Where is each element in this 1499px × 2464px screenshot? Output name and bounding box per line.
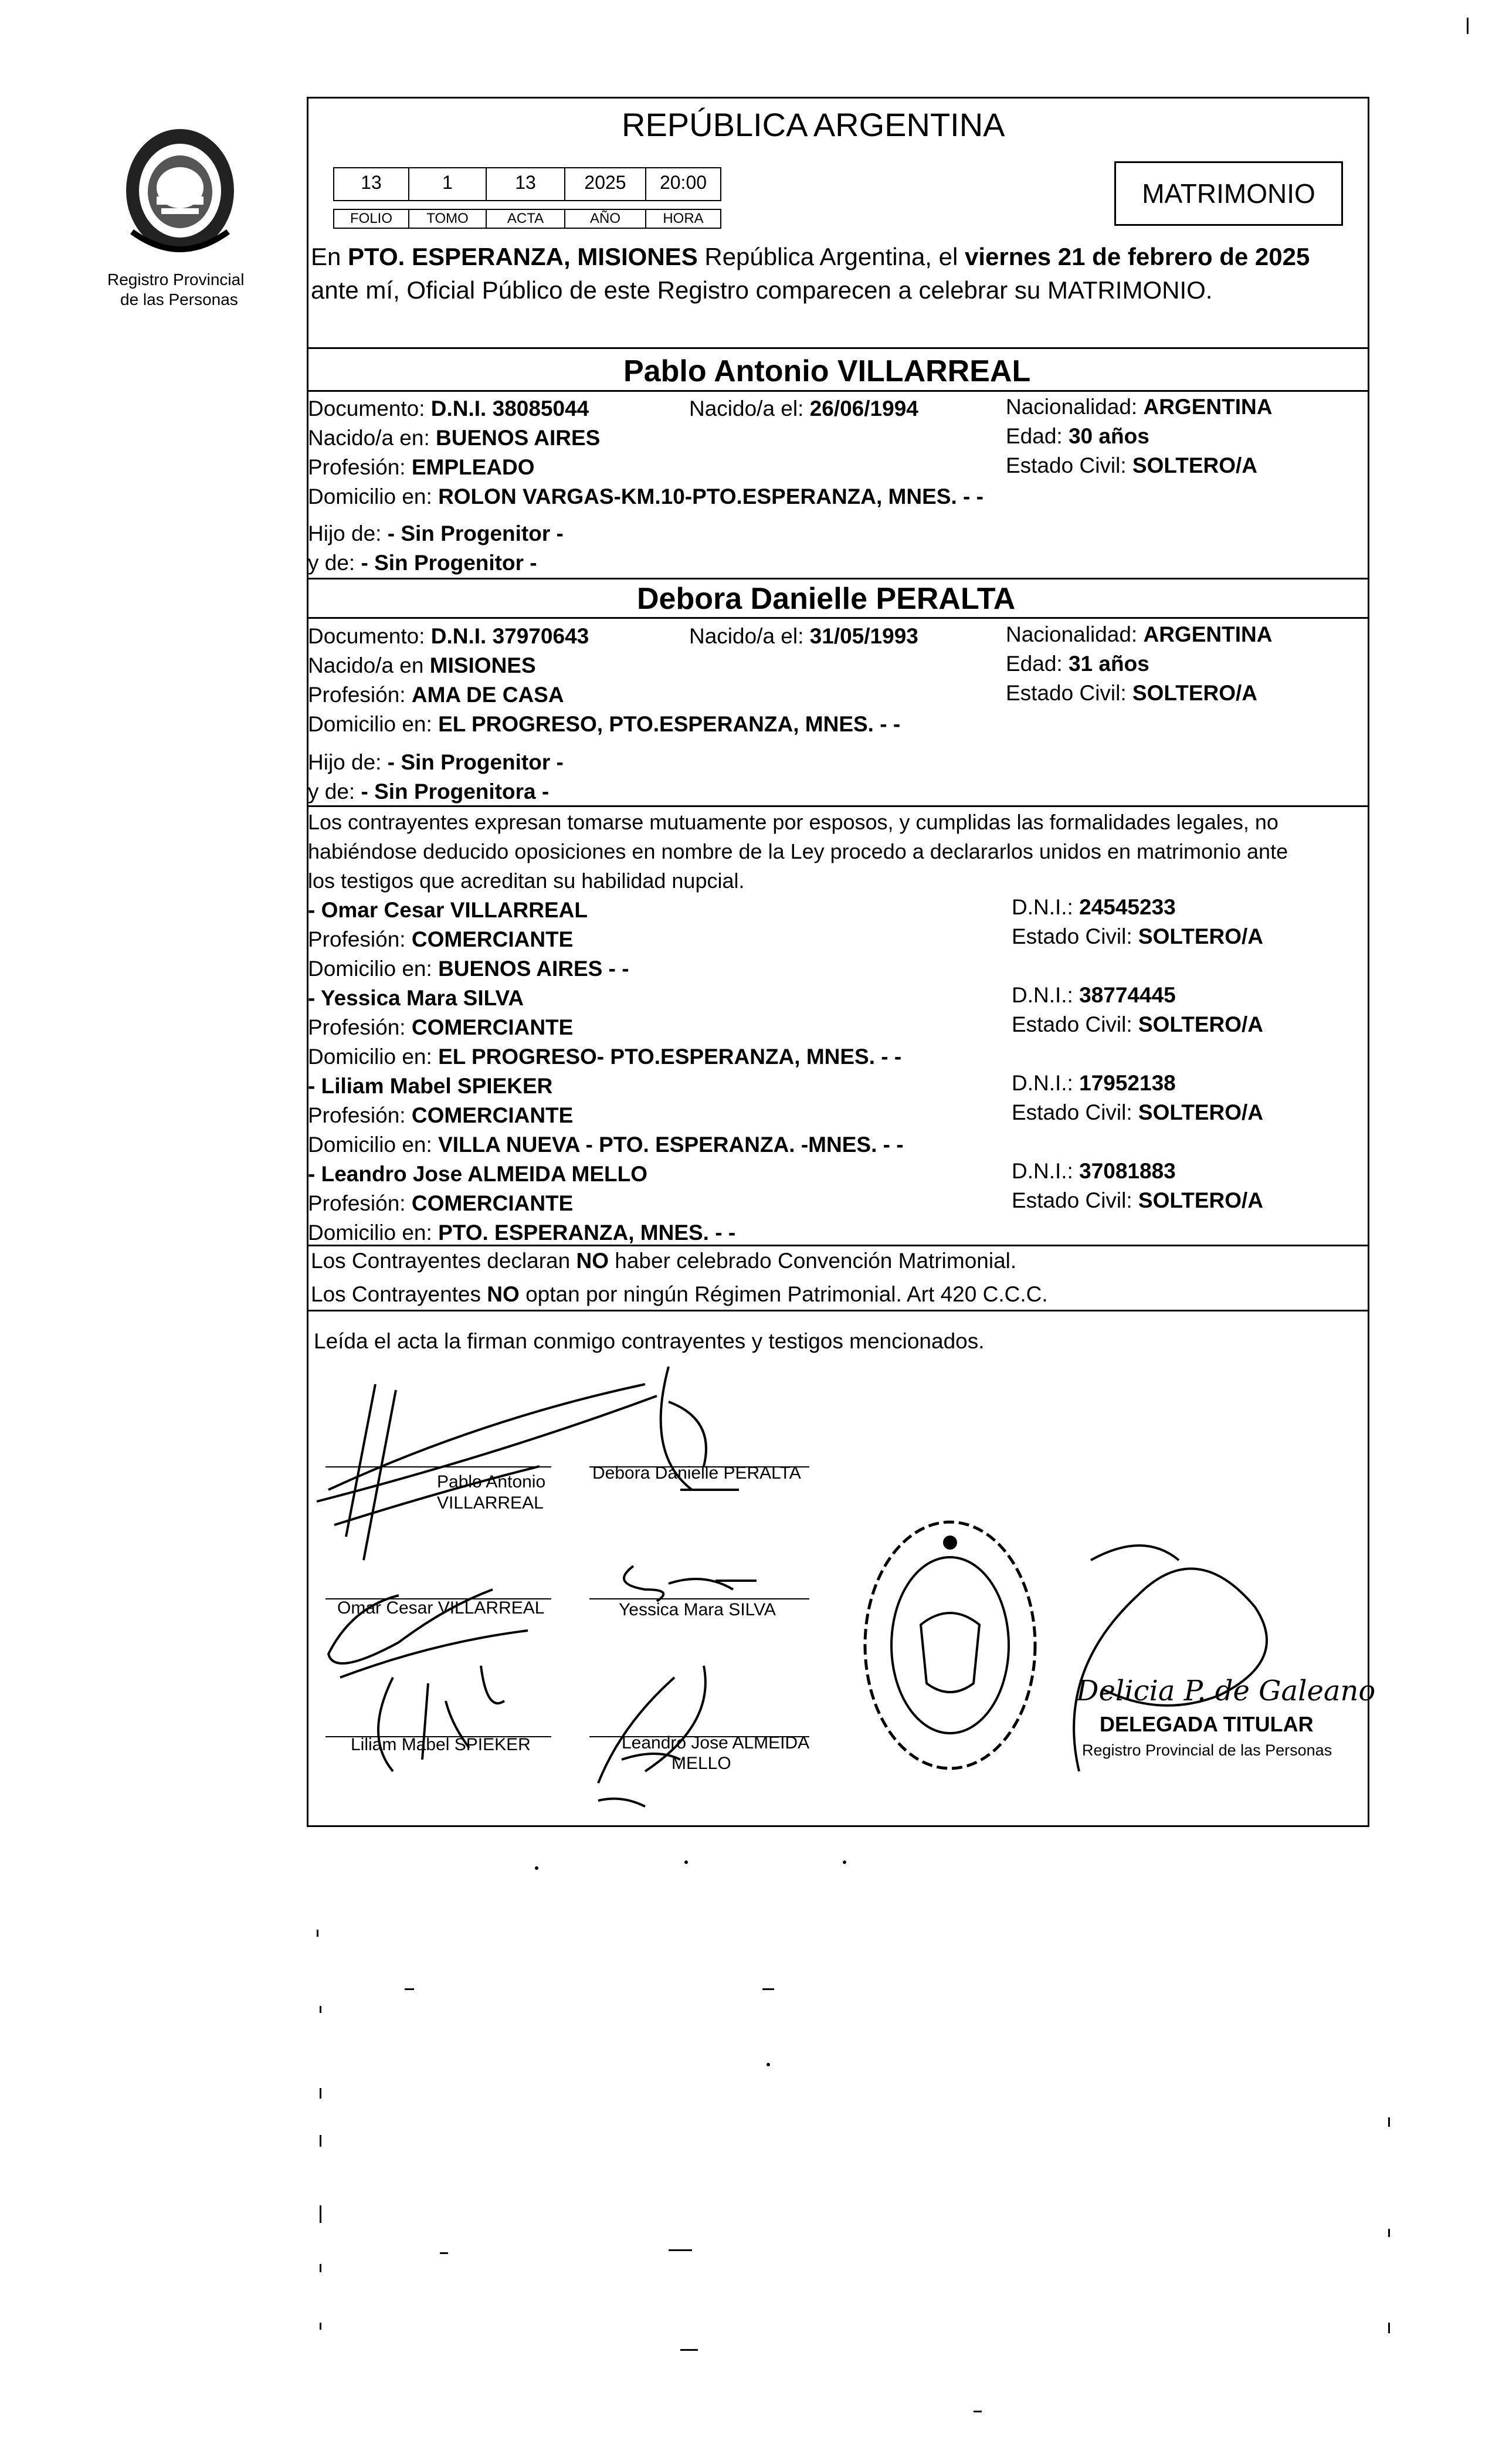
hora-label: HORA [645, 209, 721, 229]
country-title: REPÚBLICA ARGENTINA [622, 106, 1005, 143]
label: Profesión: [308, 1103, 412, 1127]
spouse2-civil: SOLTERO/A [1132, 681, 1258, 705]
label: Domicilio en: [308, 1221, 439, 1245]
spouse2-parent2: - Sin Progenitora - [361, 779, 550, 804]
spouse1-civil: SOLTERO/A [1132, 453, 1258, 477]
declaration-line-3: los testigos que acreditan su habilidad nupcial. [308, 869, 745, 893]
ano-label: AÑO [564, 209, 646, 229]
label: Nacido/a en: [308, 426, 436, 450]
label: Domicilio en: [308, 712, 439, 736]
text: Los Contrayentes declaran [311, 1249, 576, 1273]
label: Estado Civil: [1012, 924, 1138, 948]
signature-caption-spouse2: Debora Danielle PERALTA [592, 1463, 801, 1483]
intro-text-a: En [311, 243, 348, 270]
spouse1-born: 26/06/1994 [809, 396, 918, 421]
signature-caption-witness1: Omar Cesar VILLARREAL [337, 1598, 545, 1618]
intro-place: PTO. ESPERANZA, MISIONES [348, 243, 698, 270]
intro-text-b: República Argentina, el [697, 243, 965, 270]
tomo-value: 1 [408, 167, 487, 201]
label: D.N.I.: [1012, 1071, 1080, 1095]
label: Profesión: [308, 927, 412, 951]
label: D.N.I.: [1012, 895, 1080, 919]
label: Hijo de: [308, 750, 388, 774]
label: Nacido/a el: [689, 624, 810, 648]
spouse2-place: MISIONES [429, 653, 536, 677]
logo-caption-2: de las Personas [120, 290, 238, 309]
signature-caption-spouse1-a: Pablo Antonio [437, 1472, 546, 1492]
label: Nacido/a el: [689, 396, 810, 421]
acta-label: ACTA [486, 209, 565, 229]
label: D.N.I.: [1012, 1159, 1080, 1183]
dni-value: 37081883 [1079, 1159, 1176, 1183]
spouse2-born: 31/05/1993 [809, 624, 918, 648]
signature-caption-witness3: Liliam Mabel SPIEKER [351, 1735, 531, 1754]
signature-caption-spouse1-b: VILLARREAL [437, 1493, 544, 1513]
spouse1-dni: D.N.I. 38085044 [430, 396, 589, 421]
tomo-label: TOMO [408, 209, 487, 229]
dom-value: EL PROGRESO- PTO.ESPERANZA, MNES. - - [438, 1045, 902, 1069]
dni-value: 38774445 [1079, 983, 1176, 1007]
civil-value: SOLTERO/A [1138, 924, 1264, 948]
label: Domicilio en: [308, 957, 439, 981]
prof-value: COMERCIANTE [411, 1015, 574, 1039]
witness-name: - Liliam Mabel SPIEKER [308, 1074, 553, 1098]
label: D.N.I.: [1012, 983, 1080, 1007]
dom-value: VILLA NUEVA - PTO. ESPERANZA. -MNES. - - [438, 1133, 904, 1157]
civil-value: SOLTERO/A [1138, 1100, 1264, 1124]
prof-value: COMERCIANTE [411, 1103, 574, 1127]
civil-value: SOLTERO/A [1138, 1188, 1264, 1212]
label: Domicilio en: [308, 484, 439, 509]
label: Nacionalidad: [1006, 395, 1144, 419]
label: Estado Civil: [1012, 1188, 1138, 1212]
official-title: DELEGADA TITULAR [1100, 1712, 1314, 1736]
folio-value: 13 [333, 167, 409, 201]
dom-value: PTO. ESPERANZA, MNES. - - [438, 1221, 736, 1245]
spouse2-parent1: - Sin Progenitor - [387, 750, 564, 774]
spouse2-dom: EL PROGRESO, PTO.ESPERANZA, MNES. - - [438, 712, 901, 736]
official-name: Delicia P. de Galeano [1076, 1675, 1376, 1707]
intro-date: viernes 21 de febrero de 2025 [965, 243, 1310, 270]
closing-statement: Leída el acta la firman conmigo contrayentes y testigos mencionados. [314, 1329, 985, 1353]
label: Profesión: [308, 683, 412, 707]
folio-label: FOLIO [333, 209, 409, 229]
label: Estado Civil: [1012, 1100, 1138, 1124]
text: Los Contrayentes [311, 1282, 487, 1306]
ano-value: 2025 [564, 167, 646, 201]
spouse1-prof: EMPLEADO [411, 455, 535, 479]
hora-value: 20:00 [645, 167, 721, 201]
declaration-line-1: Los contrayentes expresan tomarse mutuamente por esposos, y cumplidas las formalidades legales, no [308, 810, 1278, 834]
spouse2-nat: ARGENTINA [1143, 622, 1273, 646]
spouse1-name: Pablo Antonio VILLARREAL [623, 354, 1031, 388]
signature-caption-witness4-b: MELLO [672, 1754, 731, 1773]
record-type: MATRIMONIO [1142, 178, 1315, 209]
label: Domicilio en: [308, 1045, 439, 1069]
spouse2-age-value: 31 años [1068, 652, 1149, 676]
spouse2-name: Debora Danielle PERALTA [637, 582, 1016, 616]
label: Edad: [1006, 424, 1069, 448]
label: Edad: [1006, 652, 1069, 676]
label: Nacido/a en [308, 653, 430, 677]
dni-value: 24545233 [1079, 895, 1176, 919]
spouse1-place: BUENOS AIRES [436, 426, 601, 450]
dni-value: 17952138 [1079, 1071, 1176, 1095]
text: optan por ningún Régimen Patrimonial. Art 420 C.C.C. [519, 1282, 1048, 1306]
witness-name: - Leandro Jose ALMEIDA MELLO [308, 1162, 648, 1186]
spouse1-parent1: - Sin Progenitor - [387, 521, 564, 545]
signature-caption-witness2: Yessica Mara SILVA [619, 1600, 776, 1619]
dom-value: BUENOS AIRES - - [438, 957, 629, 981]
label: y de: [308, 779, 361, 804]
label: Estado Civil: [1006, 453, 1132, 477]
label: Domicilio en: [308, 1133, 439, 1157]
spouse1-dom: ROLON VARGAS-KM.10-PTO.ESPERANZA, MNES. - - [438, 484, 983, 509]
civil-value: SOLTERO/A [1138, 1012, 1264, 1036]
no-emphasis: NO [487, 1282, 520, 1306]
logo-caption-1: Registro Provincial [107, 270, 245, 289]
label: Profesión: [308, 1191, 412, 1215]
witness-name: - Omar Cesar VILLARREAL [308, 898, 588, 922]
official-office: Registro Provincial de las Personas [1082, 1741, 1332, 1759]
text: haber celebrado Convención Matrimonial. [609, 1249, 1017, 1273]
spouse2-dni: D.N.I. 37970643 [430, 624, 589, 648]
label: Hijo de: [308, 521, 388, 545]
label: Documento: [308, 624, 431, 648]
label: y de: [308, 551, 361, 575]
acta-value: 13 [486, 167, 565, 201]
label: Profesión: [308, 455, 412, 479]
prof-value: COMERCIANTE [411, 1191, 574, 1215]
label: Profesión: [308, 1015, 412, 1039]
intro-line-2: ante mí, Oficial Público de este Registro comparecen a celebrar su MATRIMONIO. [311, 276, 1213, 304]
spouse1-nat: ARGENTINA [1143, 395, 1273, 419]
spouse1-age-value: 30 años [1068, 424, 1149, 448]
label: Documento: [308, 396, 431, 421]
no-emphasis: NO [576, 1249, 609, 1273]
label: Nacionalidad: [1006, 622, 1144, 646]
label: Estado Civil: [1006, 681, 1132, 705]
signature-caption-witness4-a: Leandro Jose ALMEIDA [622, 1733, 810, 1753]
declaration-line-2: habiéndose deducido oposiciones en nombre de la Ley procedo a declararlos unidos en matrimonio ante [308, 839, 1288, 863]
prof-value: COMERCIANTE [411, 927, 574, 951]
label: Estado Civil: [1012, 1012, 1138, 1036]
spouse2-prof: AMA DE CASA [411, 683, 564, 707]
witness-name: - Yessica Mara SILVA [308, 986, 524, 1010]
spouse1-parent2: - Sin Progenitor - [361, 551, 537, 575]
